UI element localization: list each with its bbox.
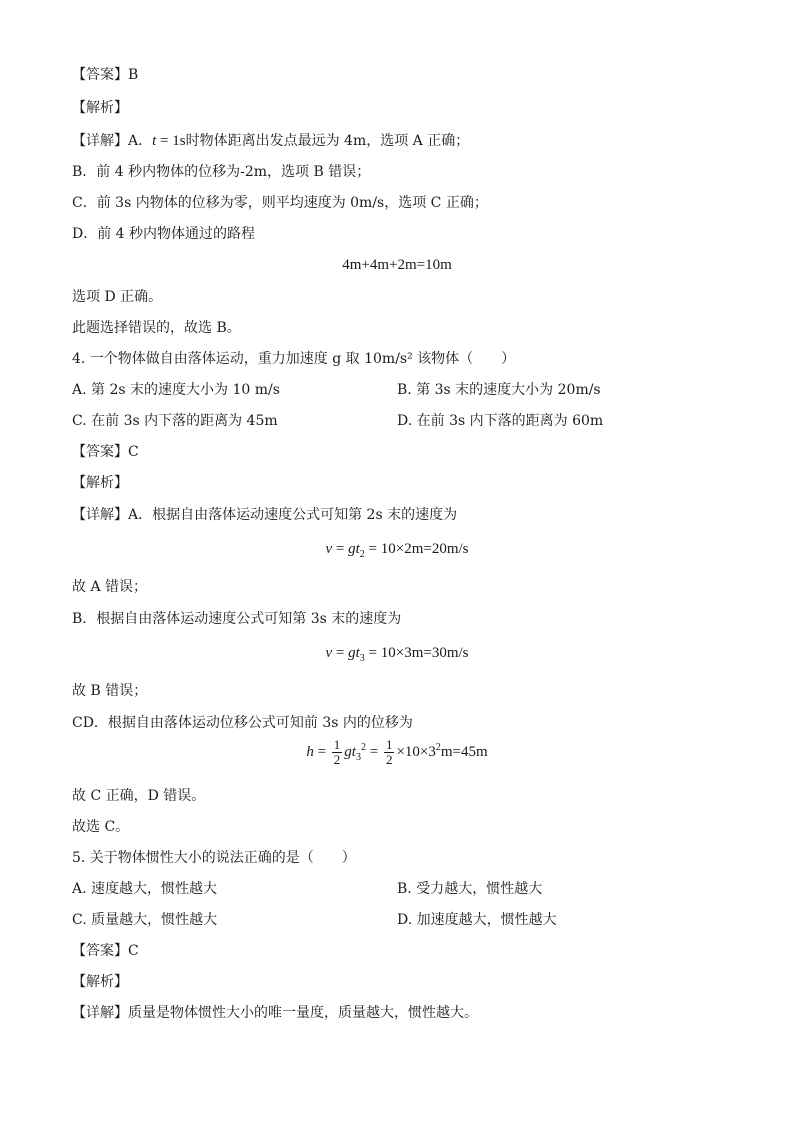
q5-option-a: A. 速度越大，惯性越大 bbox=[72, 881, 218, 897]
q3-option-d-explanation: D．前 4 秒内物体通过的路程 bbox=[72, 226, 256, 242]
q4-option-d: D. 在前 3s 内下落的距离为 60m bbox=[397, 413, 604, 429]
q3-d-conclusion: 选项 D 正确。 bbox=[72, 289, 163, 305]
q4-option-b: B. 第 3s 末的速度大小为 20m/s bbox=[397, 382, 601, 398]
eq2-v: v bbox=[325, 645, 333, 661]
q4-a-wrong: 故 A 错误； bbox=[72, 579, 148, 595]
q4-stem: 4. 一个物体做自由落体运动，重力加速度 g 取 10m/s² 该物体（ ） bbox=[72, 351, 516, 367]
eq3-equals-2: = bbox=[365, 743, 382, 760]
eq2-equals: = bbox=[332, 645, 349, 661]
eq3-numerator-2: 1 bbox=[385, 737, 393, 752]
eq2-rest: = 10×3m=30m/s bbox=[364, 645, 469, 661]
q4-detail-cd: CD．根据自由落体运动位移公式可知前 3s 内的位移为 bbox=[72, 715, 413, 731]
q3-answer: 【答案】B bbox=[72, 67, 139, 83]
q4-analysis-heading: 【解析】 bbox=[72, 475, 128, 491]
eq3-tail-superscript: 2 bbox=[435, 741, 441, 753]
eq3-fraction-half bbox=[332, 738, 343, 767]
q4-equation-1 bbox=[0, 540, 794, 564]
q3-analysis-heading: 【解析】 bbox=[72, 100, 128, 116]
eq3-superscript: 2 bbox=[360, 741, 366, 753]
eq3-denominator: 2 bbox=[333, 752, 341, 767]
eq3-tail-a: ×10×3 bbox=[396, 743, 436, 760]
q4-detail-b: B．根据自由落体运动速度公式可知第 3s 末的速度为 bbox=[72, 611, 402, 627]
q5-detail: 【详解】质量是物体惯性大小的唯一量度，质量越大，惯性越大。 bbox=[72, 1005, 478, 1021]
q3-detail-a-rest: 时物体距离出发点最远为 4m，选项 A 正确； bbox=[185, 133, 470, 149]
q3-final-answer: 此题选择错误的，故选 B。 bbox=[72, 320, 241, 336]
q3-detail-a-eq: = 1s bbox=[156, 133, 186, 149]
eq3-tail-b: m=45m bbox=[440, 743, 488, 760]
q5-analysis-heading: 【解析】 bbox=[72, 974, 128, 990]
eq3-equals: = bbox=[313, 743, 330, 760]
q4-cd-conclusion: 故 C 正确，D 错误。 bbox=[72, 788, 206, 804]
q5-stem: 5. 关于物体惯性大小的说法正确的是（ ） bbox=[72, 850, 356, 866]
q4-option-c: C. 在前 3s 内下落的距离为 45m bbox=[72, 413, 278, 429]
eq2-gt: gt bbox=[348, 645, 360, 661]
eq3-h: h bbox=[306, 743, 314, 760]
eq2-subscript: 3 bbox=[359, 653, 365, 664]
q4-answer: 【答案】C bbox=[72, 444, 139, 460]
q3-option-b-explanation: B．前 4 秒内物体的位移为-2m，选项 B 错误； bbox=[72, 164, 371, 180]
q4-equation-2 bbox=[0, 644, 794, 668]
eq1-subscript: 2 bbox=[359, 549, 365, 560]
q5-answer: 【答案】C bbox=[72, 943, 139, 959]
eq3-gt: gt bbox=[344, 743, 356, 760]
q4-final-answer: 故选 C。 bbox=[72, 819, 130, 835]
q3-detail-a-prefix: 【详解】A． bbox=[72, 133, 153, 149]
eq3-numerator: 1 bbox=[333, 737, 341, 752]
q4-equation-3 bbox=[0, 738, 794, 767]
q3-detail-a-t: t bbox=[152, 133, 157, 149]
eq1-rest: = 10×2m=20m/s bbox=[364, 541, 469, 557]
q5-option-d: D. 加速度越大，惯性越大 bbox=[397, 912, 557, 928]
eq3-fraction-half-2 bbox=[384, 738, 395, 767]
q4-detail-a: 【详解】A．根据自由落体运动速度公式可知第 2s 末的速度为 bbox=[72, 507, 458, 523]
eq3-subscript: 3 bbox=[355, 751, 361, 763]
q4-b-wrong: 故 B 错误； bbox=[72, 683, 148, 699]
q5-option-c: C. 质量越大，惯性越大 bbox=[72, 912, 218, 928]
q3-detail-a bbox=[72, 132, 469, 150]
q4-option-a: A. 第 2s 末的速度大小为 10 m/s bbox=[72, 382, 280, 398]
eq1-gt: gt bbox=[348, 541, 360, 557]
q5-option-b: B. 受力越大，惯性越大 bbox=[397, 881, 543, 897]
q3-option-c-explanation: C．前 3s 内物体的位移为零，则平均速度为 0m/s，选项 C 正确； bbox=[72, 195, 488, 211]
eq1-v: v bbox=[325, 541, 333, 557]
eq3-denominator-2: 2 bbox=[385, 752, 393, 767]
eq1-equals: = bbox=[332, 541, 349, 557]
q3-distance-equation: 4m+4m+2m=10m bbox=[342, 257, 452, 273]
